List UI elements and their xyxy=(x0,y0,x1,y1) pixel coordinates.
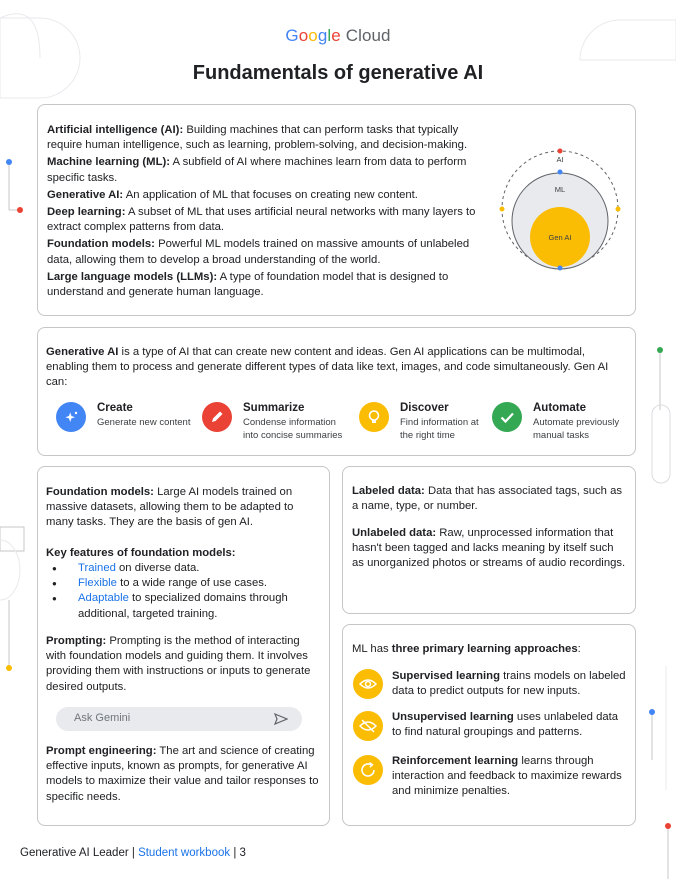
genai-intro: Generative AI is a type of AI that can create new content and ideas. Gen AI applications can be multimodal, enabling them to process and generate different types of data like text, images, and code simultaneously. Gen AI can: xyxy=(46,346,609,389)
unsupervised-icon-circle xyxy=(353,711,383,741)
discover-title: Discover xyxy=(400,402,449,414)
list-item: ● Flexible to a wide range of use cases. xyxy=(46,576,316,591)
definition-ml: Machine learning (ML): A subfield of AI where machines learn from data to perform specific tasks. xyxy=(47,156,467,184)
diagram-label-ai: AI xyxy=(556,155,564,164)
list-item: ● Trained on diverse data. xyxy=(46,561,316,576)
ai-nesting-diagram xyxy=(488,145,628,275)
send-icon[interactable] xyxy=(274,713,288,725)
diagram-label-genai: Gen AI xyxy=(548,233,572,242)
supervised-learning-text: Supervised learning trains models on labeled data to predict outputs for new inputs. xyxy=(392,670,626,698)
create-desc: Generate new content xyxy=(97,417,191,428)
workbook-link[interactable]: Student workbook xyxy=(138,847,231,859)
automate-icon-circle xyxy=(492,402,522,432)
discover-icon-circle xyxy=(359,402,389,432)
foundation-features-heading: Key features of foundation models: xyxy=(46,547,236,559)
learning-intro: ML has three primary learning approaches: xyxy=(352,643,581,655)
eye-slash-icon xyxy=(353,711,383,741)
unsupervised-learning-text: Unsupervised learning uses unlabeled data to find natural groupings and patterns. xyxy=(392,711,619,739)
definition-llm: Large language models (LLMs): A type of foundation model that is designed to understand and generate human language. xyxy=(47,270,449,299)
create-title: Create xyxy=(97,402,133,414)
reinforcement-icon-circle xyxy=(353,755,383,785)
definition-genai: Generative AI: An application of ML that focuses on creating new content. xyxy=(47,188,418,201)
discover-desc: Find information at the right time xyxy=(400,417,479,441)
eye-icon xyxy=(353,669,383,699)
unlabeled-data-definition: Unlabeled data: Raw, unprocessed information that hasn't been tagged and lacks meaning by itself such as unorganized photos or streams of audio recordings. xyxy=(352,527,626,570)
list-item: ● Adaptable to specialized domains through additional, targeted training. xyxy=(46,591,316,621)
search-placeholder: Ask Gemini xyxy=(74,712,131,724)
checkmark-icon xyxy=(492,402,522,432)
foundation-features-list xyxy=(46,561,316,622)
cycle-icon xyxy=(353,755,383,785)
google-cloud-logo: Google Cloud xyxy=(285,26,391,45)
summarize-icon-circle xyxy=(202,402,232,432)
definitions-card xyxy=(37,104,636,316)
reinforcement-learning-text: Reinforcement learning learns through interaction and feedback to maximize rewards and minimize penalties. xyxy=(392,755,622,798)
foundation-definition: Foundation models: Large AI models trained on massive datasets, allowing them to be adapted to many tasks. They are the basis of gen AI. xyxy=(46,486,294,529)
summarize-title: Summarize xyxy=(243,402,305,414)
definition-deep-learning: Deep learning: A subset of ML that uses artificial neural networks with many layers to extract complex patterns from data. xyxy=(47,206,476,234)
prompting-definition: Prompting: Prompting is the method of interacting with foundation models and guiding them. It involves providing them with instructions or inputs to generate desired outputs. xyxy=(46,635,311,693)
page-title: Fundamentals of generative AI xyxy=(192,62,484,84)
labeled-data-definition: Labeled data: Data that has associated tags, such as a name, type, or number. xyxy=(352,485,623,513)
diagram-label-ml: ML xyxy=(554,185,566,194)
page-footer: Generative AI Leader | Student workbook | 3 xyxy=(20,847,246,859)
supervised-icon-circle xyxy=(353,669,383,699)
create-icon-circle xyxy=(56,402,86,432)
summarize-desc: Condense information into concise summaries xyxy=(243,417,343,441)
automate-desc: Automate previously manual tasks xyxy=(533,417,620,441)
definition-foundation-models: Foundation models: Powerful ML models trained on massive amounts of unlabeled data, allowing them to develop a broad understanding of the world. xyxy=(47,238,470,266)
pencil-icon xyxy=(202,402,232,432)
sparkle-icon xyxy=(56,402,86,432)
automate-title: Automate xyxy=(533,402,587,414)
lightbulb-icon xyxy=(359,402,389,432)
prompt-engineering-definition: Prompt engineering: The art and science of creating effective inputs, known as prompts, for generative AI models to maximize their value and tailor responses to specific needs. xyxy=(46,745,319,803)
ask-gemini-input[interactable] xyxy=(56,707,302,731)
definition-ai: Artificial intelligence (AI): Building machines that can perform tasks that typically require human intelligence, such as learning, problem-solving, and decision-making. xyxy=(47,124,468,152)
